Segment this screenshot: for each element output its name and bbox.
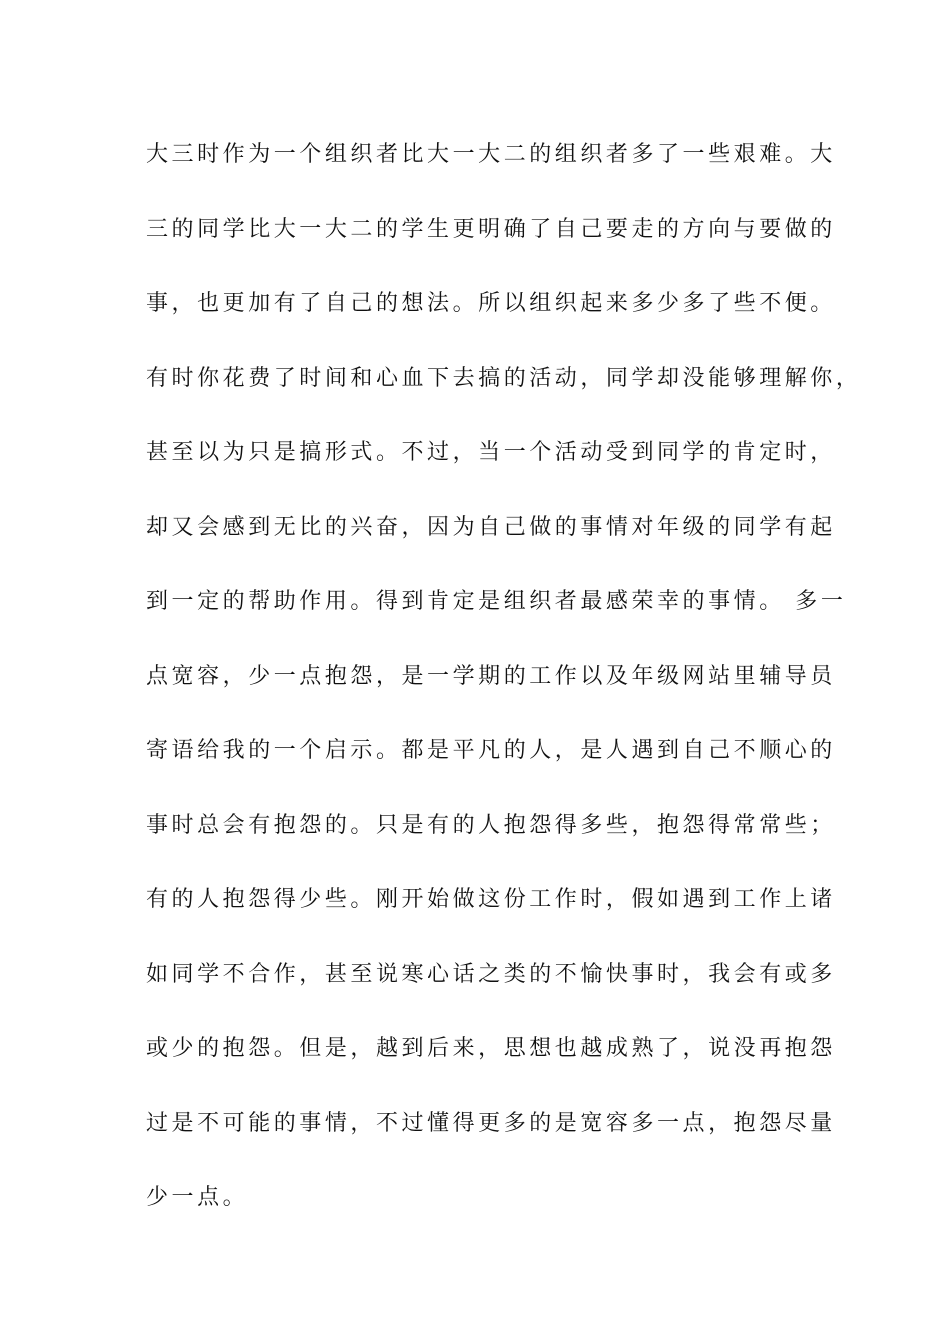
text-line: 或少的抱怨。但是，越到后来，思想也越成熟了，说没再抱怨 [146, 1036, 836, 1061]
text-line: 点宽容，少一点抱怨，是一学期的工作以及年级网站里辅导员 [146, 663, 836, 689]
text-line: 有的人抱怨得少些。刚开始做这份工作时，假如遇到工作上诸 [146, 887, 836, 912]
text-line: 寄语给我的一个启示。都是平凡的人，是人遇到自己不顺心的 [146, 738, 836, 763]
text-line: 过是不可能的事情，不过懂得更多的是宽容多一点，抱怨尽量 [146, 1110, 836, 1136]
body-paragraph [146, 136, 862, 1254]
text-line: 却又会感到无比的兴奋，因为自己做的事情对年级的同学有起 [146, 514, 836, 540]
text-line: 到一定的帮助作用。得到肯定是组织者最感荣幸的事情。 多一 [146, 589, 847, 614]
text-line: 甚至以为只是搞形式。不过，当一个活动受到同学的肯定时， [146, 440, 836, 465]
text-line: 有时你花费了时间和心血下去搞的活动，同学却没能够理解你， [146, 365, 862, 391]
text-line: 事时总会有抱怨的。只是有的人抱怨得多些，抱怨得常常些； [146, 812, 836, 838]
text-line: 三的同学比大一大二的学生更明确了自己要走的方向与要做的 [146, 216, 836, 242]
text-line: 少一点。 [146, 1185, 249, 1210]
text-line: 如同学不合作，甚至说寒心话之类的不愉快事时，我会有或多 [146, 961, 836, 987]
text-line: 大三时作为一个组织者比大一大二的组织者多了一些艰难。大 [146, 142, 836, 167]
text-line: 事，也更加有了自己的想法。所以组织起来多少多了些不便。 [146, 291, 836, 316]
